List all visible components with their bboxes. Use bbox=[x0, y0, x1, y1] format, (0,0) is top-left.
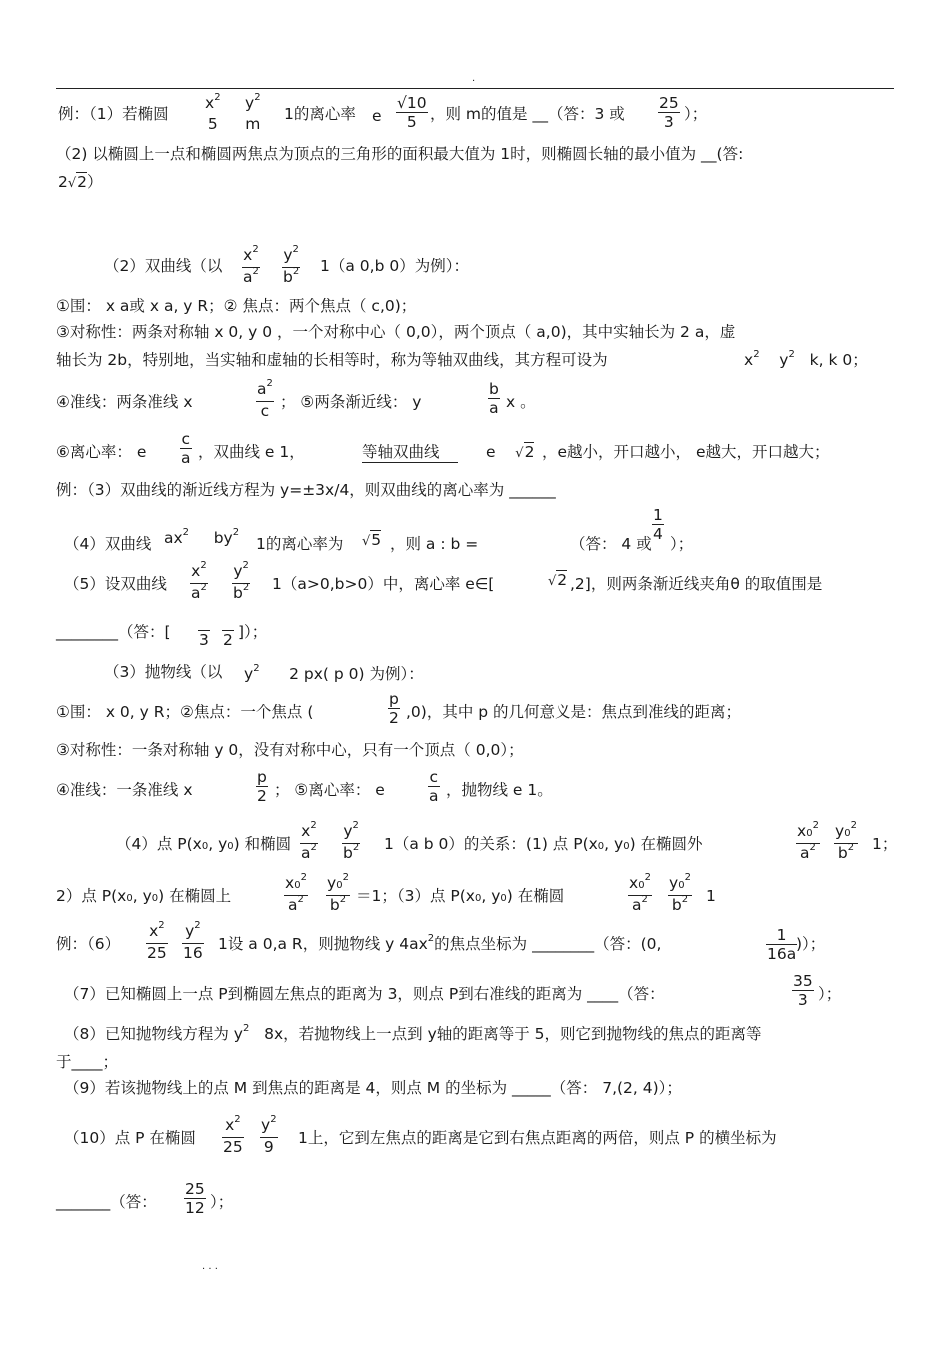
point-relation-line-1: （4）点 P(x0, y0) 和椭圆 bbox=[116, 835, 292, 853]
ellipse-example-2-answer: 2√2） bbox=[58, 173, 103, 191]
hyperbola-example-4-sqrt5: √5 bbox=[362, 531, 382, 549]
fraction-y2-over-m: $y^2$ m bbox=[245, 92, 261, 133]
fraction-x2-over-a2-point: $\frac{x^2}{a^2}$ bbox=[301, 820, 317, 862]
hyperbola-heading-end: 1（a 0,b 0）为例）： bbox=[320, 257, 469, 275]
point-relation-line-1-end: 1； bbox=[872, 835, 898, 853]
hyperbola-symmetry-1: ③对称性：两条对称轴 x 0, y 0 ，一个对称中心（ 0,0），两个顶点（ a,0)，其中实轴长为 2 a，虚 bbox=[56, 323, 736, 341]
hyperbola-range-focus: ①围： x a或 x a, y R；② 焦点：两个焦点（ c,0)； bbox=[56, 297, 417, 315]
ellipse-example-1-question: ，则 m的值是 __（答：3 或 bbox=[430, 105, 625, 123]
equiaxed-e-sqrt2: e √2 bbox=[486, 443, 535, 461]
equiaxed-underline bbox=[362, 462, 458, 463]
point-relation-line-2-end: 1 bbox=[706, 887, 716, 905]
equiaxed-equation: $x^2$ $y^2$ k, k 0； bbox=[744, 349, 868, 369]
parabola-heading-eq: $y^2$ 2 px( p 0) 为例）： bbox=[244, 663, 424, 683]
fraction-c-over-a: $\frac{c}{a}$ bbox=[181, 430, 191, 467]
parabola-directrix: ④准线：一条准线 x bbox=[56, 781, 193, 799]
fraction-p-over-2: $\frac{p}{2}$ bbox=[389, 690, 399, 727]
example-6-end: )）； bbox=[796, 935, 826, 953]
fraction-1-over-16a: $\frac{1}{16a}$ bbox=[767, 926, 797, 963]
fraction-25-over-3: $\frac{25}{3}$ bbox=[659, 94, 679, 131]
example-10-answer: _______（答： bbox=[56, 1193, 157, 1211]
parabola-focus-meaning: ,0)，其中 p 的几何意义是：焦点到准线的距离； bbox=[406, 703, 742, 721]
example-6: 例：（6） bbox=[56, 935, 121, 953]
fraction-1-over-4: $\frac{1}{4}$ bbox=[653, 506, 663, 543]
hyperbola-heading: （2）双曲线（以 bbox=[104, 257, 223, 275]
header-rule bbox=[56, 88, 894, 89]
hyperbola-example-4-eq: $ax^2$ $by^2$ bbox=[164, 527, 240, 547]
parabola-eccentricity: ； ⑤离心率： e bbox=[274, 781, 385, 799]
fraction-blank-over-3: 3 bbox=[198, 612, 210, 649]
example-8-cont: 于____； bbox=[56, 1053, 119, 1071]
fraction-y2-over-16: $\frac{y^2}{16}$ bbox=[183, 920, 203, 962]
hyperbola-asymptote-x: x 。 bbox=[506, 393, 536, 411]
hyperbola-example-4: （4）双曲线 bbox=[64, 535, 152, 553]
parabola-heading: （3）抛物线（以 bbox=[104, 663, 223, 681]
fraction-p-over-2-directrix: $\frac{p}{2}$ bbox=[257, 768, 267, 805]
fraction-x2-over-25: $\frac{x^2}{25}$ bbox=[147, 920, 167, 962]
example-6-mid: 1设 a 0,a R，则抛物线 y $4ax^2$的焦点坐标为 ________（答：(0, bbox=[218, 933, 662, 953]
fraction-sqrt10-over-5: $\frac{√10}{5}$ bbox=[397, 94, 427, 131]
parabola-range-focus: ①围： x 0, y R；②焦点：一个焦点 ( bbox=[56, 703, 314, 721]
ellipse-example-1-prefix: 例：（1）若椭圆 bbox=[58, 105, 169, 123]
fraction-x0-inside: $\frac{x0^2}{a^2}$ bbox=[629, 872, 651, 914]
fraction-35-over-3: $\frac{35}{3}$ bbox=[793, 972, 813, 1009]
point-relation-line-1-mid: 1（a b 0）的关系：(1) 点 P(x0, y0) 在椭圆外 bbox=[384, 835, 703, 853]
parabola-symmetry: ③对称性：一条对称轴 y 0，没有对称中心，只有一个顶点（ 0,0）； bbox=[56, 741, 524, 759]
fraction-y0-inside: $\frac{y0^2}{b^2}$ bbox=[669, 872, 691, 914]
fraction-y2-over-b2: $\frac{y^2}{b^2}$ bbox=[283, 244, 300, 286]
example-7-end: ）； bbox=[818, 985, 842, 1003]
hyperbola-example-4-mid: 1的离心率为 bbox=[256, 535, 344, 553]
hyperbola-example-3: 例：（3）双曲线的渐近线方程为 y=±3x/4，则双曲线的离心率为 ______ bbox=[56, 481, 556, 499]
footer-dots: . . . bbox=[202, 1261, 218, 1272]
parabola-eccentricity-end: ，抛物线 e 1。 bbox=[446, 781, 553, 799]
fraction-y0-outside: $\frac{y0^2}{b^2}$ bbox=[835, 820, 857, 862]
hyperbola-example-5-answer: ________（答：[ bbox=[56, 623, 171, 641]
fraction-x0-on: $\frac{x0^2}{a^2}$ bbox=[285, 872, 307, 914]
fraction-25-over-12: $\frac{25}{12}$ bbox=[185, 1180, 205, 1217]
fraction-b-over-a: $\frac{b}{a}$ bbox=[489, 380, 499, 417]
fraction-x2-over-a2: $\frac{x^2}{a^2}$ bbox=[243, 244, 259, 286]
hyperbola-example-5: （5）设双曲线 bbox=[64, 575, 167, 593]
fraction-y2-over-b2-point: $\frac{y^2}{b^2}$ bbox=[343, 820, 360, 862]
hyperbola-example-5-sqrt2: √2 bbox=[548, 571, 568, 589]
hyperbola-directrix: ④准线：两条准线 x bbox=[56, 393, 193, 411]
fraction-x2-over-5: $x^2$ 5 bbox=[205, 92, 221, 133]
fraction-x0-outside: $\frac{x0^2}{a^2}$ bbox=[797, 820, 819, 862]
hyperbola-asymptote: ； ⑤两条渐近线： y bbox=[280, 393, 422, 411]
ellipse-example-2: （2) 以椭圆上一点和椭圆两焦点为顶点的三角形的面积最大值为 1时，则椭圆长轴的最小值为 __(答: bbox=[56, 145, 744, 163]
hyperbola-eccentricity: ⑥离心率： e bbox=[56, 443, 147, 461]
point-relation-line-2-mid: ＝1；（3）点 P(x0, y0) 在椭圆 bbox=[356, 887, 565, 905]
fraction-y0-on: $\frac{y0^2}{b^2}$ bbox=[327, 872, 349, 914]
hyperbola-eccentricity-end: ，e越小，开口越小， e越大，开口越大； bbox=[542, 443, 830, 461]
example-10: （10）点 P 在椭圆 bbox=[64, 1129, 196, 1147]
fraction-x2-over-25-ex10: $\frac{x^2}{25}$ bbox=[223, 1114, 243, 1156]
fraction-y2-over-b2-ex5: $\frac{y^2}{b^2}$ bbox=[233, 560, 250, 602]
hyperbola-example-4-ratio: ，则 a : b = bbox=[390, 535, 479, 553]
ellipse-example-1-end: ）； bbox=[684, 105, 708, 123]
hyperbola-eccentricity-mid: ，双曲线 e 1， bbox=[198, 443, 305, 461]
ellipse-example-1-mid: 1的离心率 bbox=[284, 105, 356, 123]
point-relation-line-2: 2）点 P(x0, y0) 在椭圆上 bbox=[56, 887, 232, 905]
hyperbola-symmetry-2: 轴长为 2b，特别地，当实轴和虚轴的长相等时，称为等轴双曲线，其方程可设为 bbox=[56, 351, 608, 369]
example-10-end: ）； bbox=[210, 1193, 234, 1211]
example-7: （7）已知椭圆上一点 P到椭圆左焦点的距离为 3，则点 P到右准线的距离为 ____（答： bbox=[64, 985, 665, 1003]
equiaxed-hyperbola-term: 等轴双曲线 bbox=[362, 443, 440, 461]
header-dot: . bbox=[472, 73, 476, 84]
hyperbola-example-5-answer-end: ]）； bbox=[238, 623, 268, 641]
hyperbola-example-5-mid: 1（a>0,b>0）中，离心率 e∈[ bbox=[272, 575, 495, 593]
hyperbola-example-4-answer: （答： 4 或 bbox=[570, 535, 652, 553]
eccentricity-e: e bbox=[372, 107, 382, 125]
fraction-blank-over-2: 2 bbox=[222, 612, 234, 649]
hyperbola-example-4-end: ）； bbox=[670, 535, 694, 553]
fraction-a2-over-c: $\frac{a^2}{c}$ bbox=[257, 378, 273, 420]
example-10-mid: 1上，它到左焦点的距离是它到右焦点距离的两倍，则点 P 的横坐标为 bbox=[298, 1129, 777, 1147]
fraction-x2-over-a2-ex5: $\frac{x^2}{a^2}$ bbox=[191, 560, 207, 602]
fraction-y2-over-9: $\frac{y^2}{9}$ bbox=[261, 1114, 277, 1156]
example-9: （9）若该抛物线上的点 M 到焦点的距离是 4，则点 M 的坐标为 _____（答： 7,(2, 4)）； bbox=[64, 1079, 682, 1097]
hyperbola-example-5-end: ,2]，则两条渐近线夹角θ 的取值围是 bbox=[570, 575, 823, 593]
fraction-c-over-a-parabola: $\frac{c}{a}$ bbox=[429, 768, 439, 805]
example-8: （8）已知抛物线方程为 $y^2$ 8x，若抛物线上一点到 y轴的距离等于 5，则它到抛物线的焦点的距离等 bbox=[64, 1023, 762, 1043]
